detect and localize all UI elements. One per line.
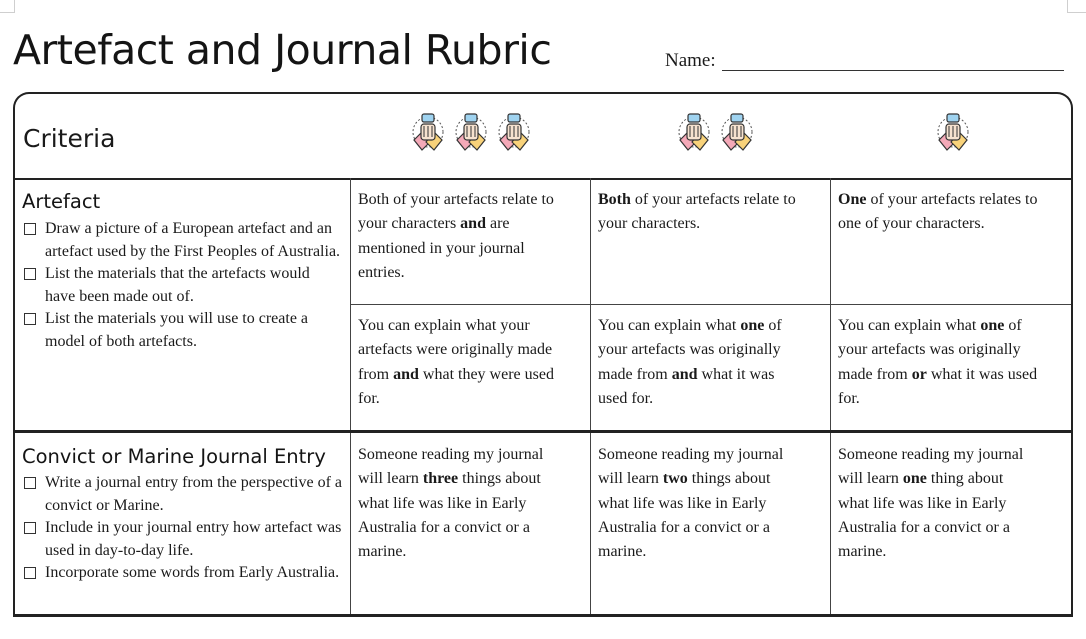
- journal-level-3: [358, 443, 586, 564]
- emphasis-text: Both: [598, 191, 631, 208]
- artefact-level-3-explain: [358, 314, 586, 411]
- hands-icon: [933, 110, 973, 159]
- emphasis-text: and: [460, 215, 486, 233]
- checklist-item: [22, 308, 342, 353]
- cell-text: Someone reading my journal will learn: [838, 446, 1024, 488]
- cell-text: Someone reading my journal will learn: [358, 446, 544, 488]
- hands-icon: [408, 110, 448, 159]
- emphasis-text: one: [980, 317, 1005, 334]
- cell-text: things about what life was like in Early Australia for a convict or a marine.: [358, 470, 541, 561]
- level-1-icons: [933, 110, 973, 159]
- crop-mark-right: [1067, 0, 1086, 13]
- checkbox-icon[interactable]: [24, 313, 36, 325]
- emphasis-text: one: [740, 317, 765, 334]
- checklist-item-text: List the materials you will use to create a model of both artefacts.: [45, 310, 309, 350]
- cell-text: of your artefacts relate to your characters.: [598, 191, 796, 233]
- section-divider: [15, 430, 1071, 433]
- hands-icon: [494, 110, 534, 159]
- column-divider: [830, 178, 831, 614]
- checklist-item: [22, 218, 342, 263]
- cell-text: You can explain what: [598, 317, 741, 334]
- emphasis-text: and: [393, 365, 419, 383]
- cell-text: things about what life was like in Early Australia for a convict or a marine.: [598, 470, 771, 561]
- emphasis-text: three: [422, 470, 459, 488]
- journal-checklist: [22, 472, 342, 585]
- cell-text: of your artefacts was originally made from: [598, 317, 782, 383]
- level-2-icons: [674, 110, 757, 159]
- journal-section-title: Convict or Marine Journal Entry: [22, 445, 326, 468]
- artefact-level-2-relate: [598, 188, 826, 237]
- cell-text: what they were used for.: [358, 365, 554, 407]
- checklist-item-text: Incorporate some words from Early Australia.: [45, 564, 340, 581]
- artefact-level-1-explain: [838, 314, 1066, 411]
- emphasis-text: One: [838, 191, 867, 208]
- checklist-item-text: Draw a picture of a European artefact and an artefact used by the First Peoples of Australia.: [45, 220, 341, 260]
- checkbox-icon[interactable]: [24, 567, 36, 579]
- hands-icon: [451, 110, 491, 159]
- emphasis-text: two: [662, 470, 688, 488]
- checkbox-icon[interactable]: [24, 268, 36, 280]
- checkbox-icon[interactable]: [24, 223, 36, 235]
- checklist-item-text: List the materials that the artefacts would have been made out of.: [45, 265, 310, 305]
- checklist-item: [22, 263, 342, 308]
- row-divider: [350, 304, 1071, 305]
- checklist-item-text: Write a journal entry from the perspective of a convict or Marine.: [45, 474, 343, 514]
- cell-text: Someone reading my journal will learn: [598, 446, 784, 488]
- checklist-item: [22, 472, 342, 517]
- checkbox-icon[interactable]: [24, 477, 36, 489]
- column-divider: [350, 178, 351, 614]
- artefact-level-3-relate: [358, 188, 586, 285]
- journal-level-2: [598, 443, 826, 564]
- page-title: Artefact and Journal Rubric: [13, 26, 552, 74]
- name-field-line[interactable]: [722, 70, 1064, 71]
- checklist-item-text: Include in your journal entry how artefact was used in day-to-day life.: [45, 519, 342, 559]
- cell-text: of your artefacts relates to one of your characters.: [838, 191, 1038, 233]
- checklist-item: [22, 562, 342, 585]
- artefact-section-title: Artefact: [22, 190, 101, 213]
- emphasis-text: one: [902, 470, 927, 488]
- hands-icon: [717, 110, 757, 159]
- cell-text: what it was used for.: [838, 365, 1038, 407]
- cell-text: You can explain what your artefacts were originally made from: [358, 317, 553, 383]
- artefact-level-1-relate: [838, 188, 1066, 237]
- artefact-checklist: [22, 218, 342, 353]
- hands-icon: [674, 110, 714, 159]
- cell-text: thing about what life was like in Early Australia for a convict or a marine.: [838, 470, 1010, 561]
- artefact-level-2-explain: [598, 314, 826, 411]
- column-divider: [590, 178, 591, 614]
- cell-text: are mentioned in your journal entries.: [358, 215, 525, 281]
- checkbox-icon[interactable]: [24, 522, 36, 534]
- rubric-header: [15, 94, 1071, 180]
- rubric-table: [13, 92, 1073, 617]
- criteria-heading: Criteria: [23, 124, 116, 153]
- cell-text: Both of your artefacts relate to your characters: [358, 191, 554, 233]
- checklist-item: [22, 517, 342, 562]
- level-3-icons: [408, 110, 534, 159]
- cell-text: You can explain what: [838, 317, 981, 334]
- crop-mark-left: [0, 0, 15, 13]
- name-label: Name:: [665, 50, 716, 71]
- emphasis-text: or: [911, 365, 927, 383]
- emphasis-text: and: [671, 365, 698, 383]
- cell-text: what it was used for.: [598, 365, 775, 407]
- cell-text: of your artefacts was originally made from: [838, 317, 1022, 383]
- journal-level-1: [838, 443, 1066, 564]
